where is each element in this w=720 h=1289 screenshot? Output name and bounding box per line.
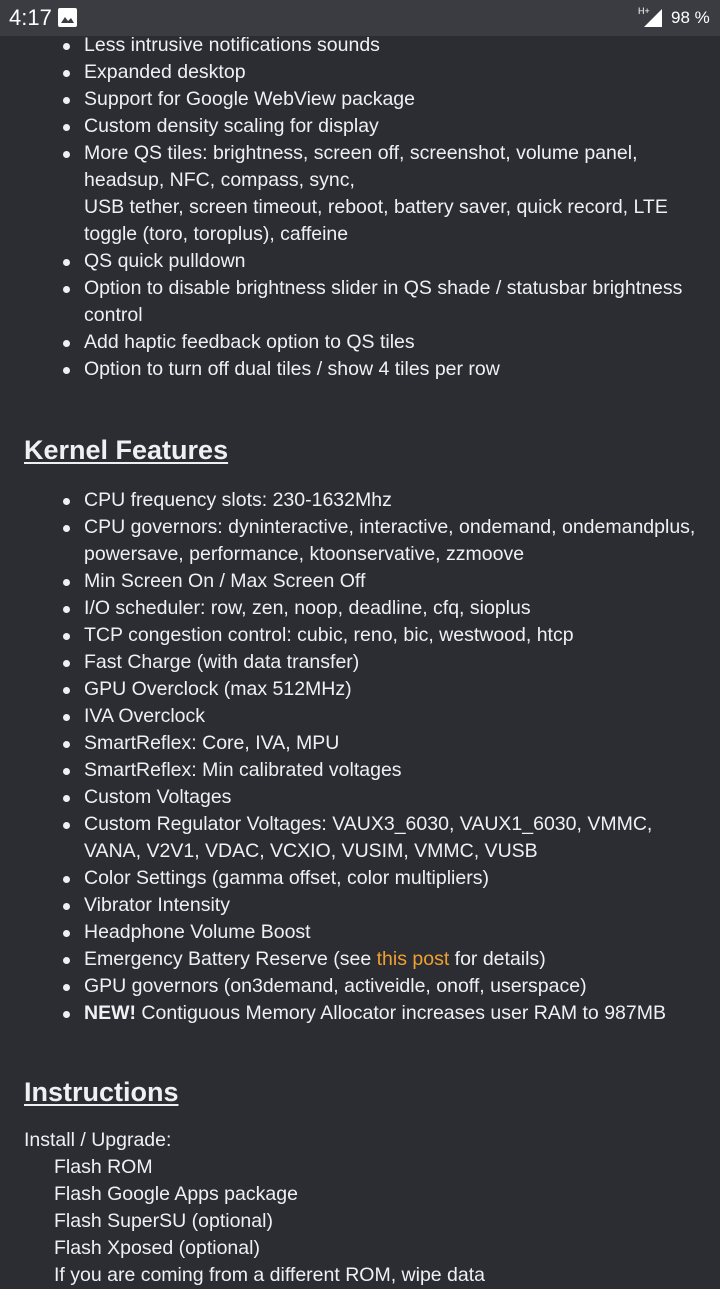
list-item: Custom density scaling for display [0,113,720,140]
list-item: TCP congestion control: cubic, reno, bic, westwood, htcp [0,622,720,649]
install-intro: Install / Upgrade: [24,1129,172,1151]
network-type-label: H+ [638,6,650,16]
new-badge: NEW! [84,1002,136,1024]
list-item: Color Settings (gamma offset, color multipliers) [0,865,720,892]
emergency-text: Emergency Battery Reserve (see [84,948,377,970]
status-bar [0,0,720,36]
list-item: CPU governors: dyninteractive, interactive, ondemand, ondemandplus, powersave, performance, ktoonservative, zzmoove [0,514,720,568]
kernel-features-list [0,487,720,1027]
list-item: Support for Google WebView package [0,86,720,113]
install-step: Flash Xposed (optional) [54,1237,260,1259]
instructions-heading: Instructions [24,1077,179,1107]
list-item: CPU frequency slots: 230-1632Mhz [0,487,720,514]
list-item: Option to disable brightness slider in QS shade / statusbar brightness control [0,275,720,329]
list-item: Custom Voltages [0,784,720,811]
list-item: Vibrator Intensity [0,892,720,919]
install-step: If you are coming from a different ROM, wipe data [54,1264,485,1286]
features-list [0,32,720,383]
list-item: SmartReflex: Min calibrated voltages [0,757,720,784]
image-notification-icon [58,8,77,27]
list-item: Less intrusive notifications sounds [0,32,720,59]
kernel-features-heading: Kernel Features [24,435,229,465]
list-item: GPU governors (on3demand, activeidle, onoff, userspace) [0,973,720,1000]
list-item: Custom Regulator Voltages: VAUX3_6030, VAUX1_6030, VMMC, VANA, V2V1, VDAC, VCXIO, VUSIM, VMMC, VUSB [0,811,720,865]
qs-tiles-text: More QS tiles: brightness, screen off, screenshot, volume panel, headsup, NFC, compass, sync, [84,142,638,191]
post-content [0,32,720,1289]
cma-text: Contiguous Memory Allocator increases user RAM to 987MB [136,1002,666,1024]
list-item: SmartReflex: Core, IVA, MPU [0,730,720,757]
list-item [0,1000,720,1027]
list-item: Option to turn off dual tiles / show 4 tiles per row [0,356,720,383]
list-item: Add haptic feedback option to QS tiles [0,329,720,356]
install-step: Flash Google Apps package [54,1183,298,1205]
list-item [0,946,720,973]
this-post-link[interactable]: this post [376,948,450,970]
signal-icon [638,5,664,29]
list-item: GPU Overclock (max 512MHz) [0,676,720,703]
list-item: QS quick pulldown [0,248,720,275]
install-step: Flash SuperSU (optional) [54,1210,273,1232]
list-item [0,140,720,248]
list-item: I/O scheduler: row, zen, noop, deadline, cfq, sioplus [0,595,720,622]
list-item: Fast Charge (with data transfer) [0,649,720,676]
emergency-text-end: for details) [449,948,546,970]
install-step: Flash ROM [54,1156,153,1178]
list-item: Expanded desktop [0,59,720,86]
list-item: IVA Overclock [0,703,720,730]
list-item: Min Screen On / Max Screen Off [0,568,720,595]
list-item: Headphone Volume Boost [0,919,720,946]
clock: 4:17 [9,5,52,30]
qs-tiles-text-cont: USB tether, screen timeout, reboot, battery saver, quick record, LTE toggle (toro, toroplus), caffeine [84,196,668,245]
battery-level: 98 % [671,8,710,27]
